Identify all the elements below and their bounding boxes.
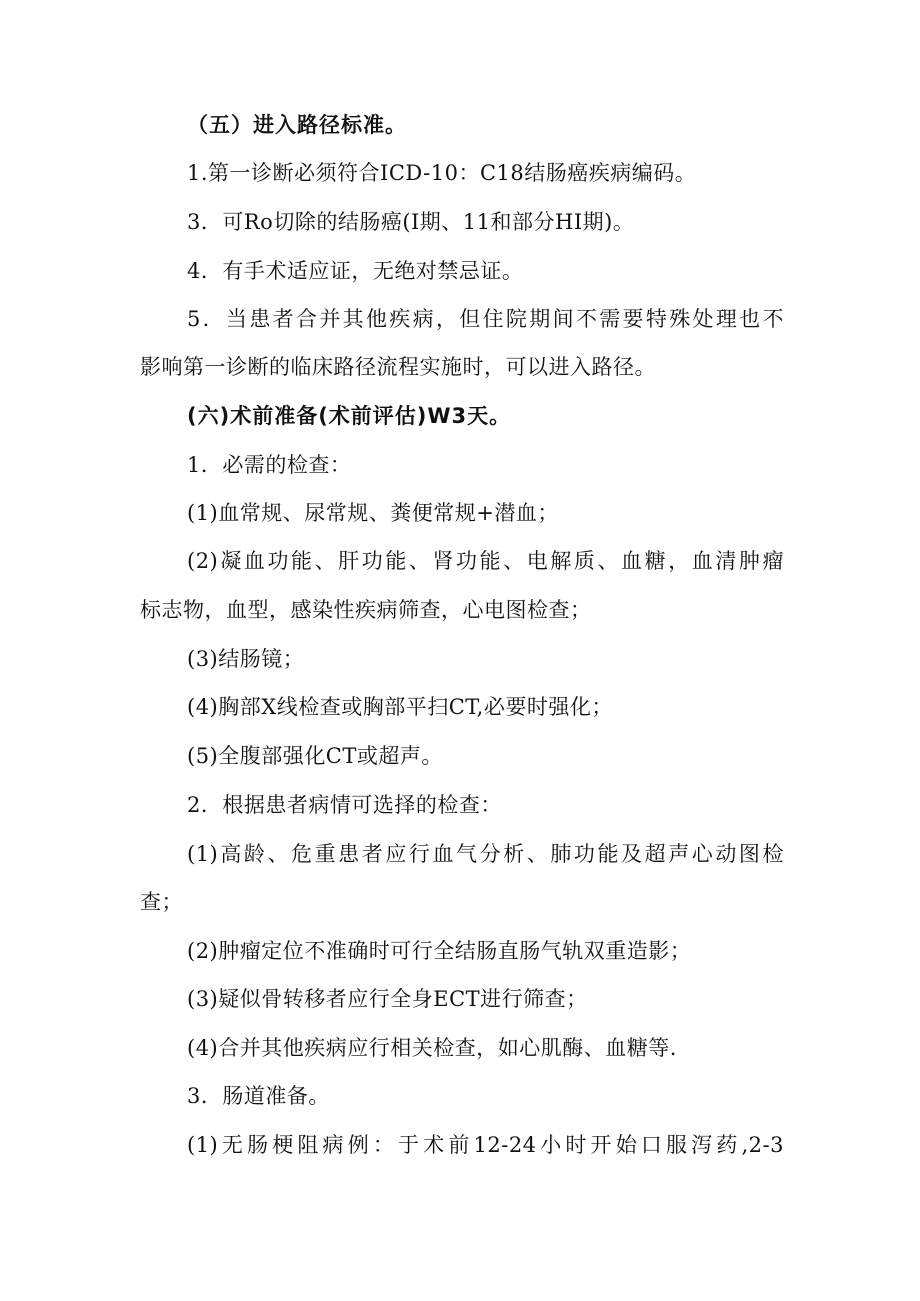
required-exam-2-line-1: (2)凝血功能、肝功能、肾功能、电解质、血糖，血清肿瘤 — [187, 549, 784, 573]
criterion-5-line-1: 5．当患者合并其他疾病，但住院期间不需要特殊处理也不 — [187, 307, 784, 331]
criterion-5-line-2: 影响第一诊断的临床路径流程实施时，可以进入路径。 — [140, 355, 656, 379]
required-exam-4: (4)胸部X线检查或胸部平扫CT,必要时强化； — [187, 695, 613, 719]
optional-exam-1-line-2: 查； — [140, 890, 183, 914]
optional-exam-2: (2)肿瘤定位不准确时可行全结肠直肠气轨双重造影； — [187, 939, 692, 963]
required-exam-1: (1)血常规、尿常规、粪便常规+潜血； — [187, 501, 559, 525]
optional-exam-1-line-1: (1)高龄、危重患者应行血气分析、肺功能及超声心动图检 — [187, 842, 784, 866]
bowel-prep-1: (1)无肠梗阻病例：于术前12-24小时开始口服泻药,2-3 — [187, 1133, 784, 1157]
required-exams-title: 1．必需的检查： — [187, 453, 352, 477]
bowel-prep-title: 3．肠道准备。 — [187, 1084, 330, 1108]
section-6-heading: (六)术前准备(术前评估)W3天。 — [187, 404, 512, 428]
optional-exams-title: 2．根据患者病情可选择的检查： — [187, 793, 502, 817]
criterion-3: 3．可Ro切除的结肠癌(I期、11和部分HI期)。 — [187, 210, 635, 234]
required-exam-5: (5)全腹部强化CT或超声。 — [187, 744, 443, 768]
required-exam-3: (3)结肠镜； — [187, 647, 305, 671]
criterion-1: 1.第一诊断必须符合ICD-10：C18结肠癌疾病编码。 — [187, 161, 697, 185]
criterion-4: 4．有手术适应证，无绝对禁忌证。 — [187, 259, 524, 283]
required-exam-2-line-2: 标志物，血型，感染性疾病筛查，心电图检查； — [140, 598, 592, 622]
optional-exam-3: (3)疑似骨转移者应行全身ECT进行筛查； — [187, 987, 588, 1011]
optional-exam-4: (4)合并其他疾病应行相关检查，如心肌酶、血糖等. — [187, 1036, 677, 1060]
section-5-heading: （五）进入路径标准。 — [187, 113, 407, 137]
